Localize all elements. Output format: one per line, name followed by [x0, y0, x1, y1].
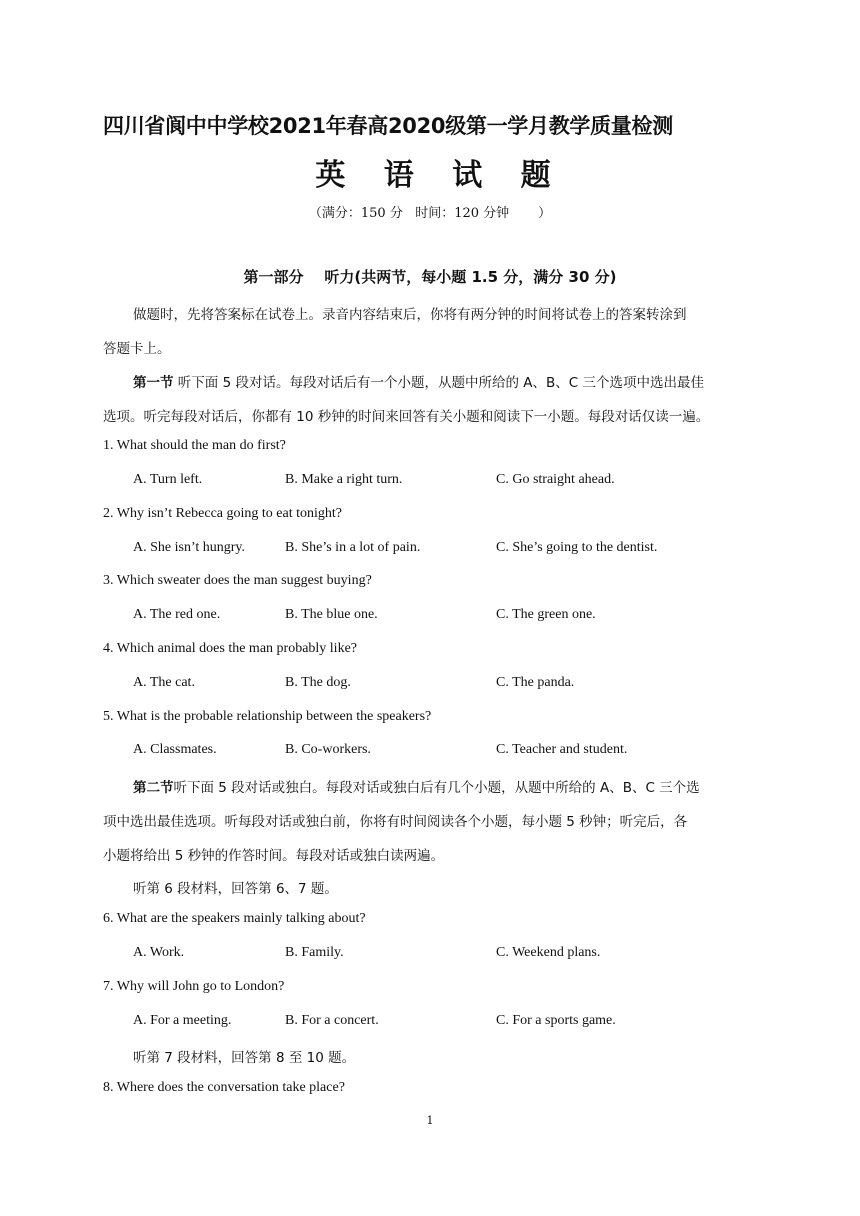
question-7-option-a: A. For a meeting. — [133, 1013, 232, 1028]
material-7-note: 听第 7 段材料，回答第 8 至 10 题。 — [133, 1050, 356, 1066]
section1-instructions — [133, 371, 704, 391]
question-1-option-a: A. Turn left. — [133, 472, 203, 487]
question-4: 4. Which animal does the man probably like? — [103, 641, 358, 656]
section1-text: 听下面 5 段对话。每段对话后有一个小题，从题中所给的 A、B、C 三个选项中选出最佳 — [173, 375, 704, 391]
section2-text: 听下面 5 段对话或独白。每段对话或独白后有几个小题，从题中所给的 A、B、C 三个选 — [173, 780, 700, 796]
question-2-option-a: A. She isn’t hungry. — [133, 540, 245, 555]
section2-lead: 第二节 — [133, 780, 174, 796]
school-title: 四川省阆中中学校2021年春高2020级第一学月教学质量检测 — [103, 114, 673, 138]
section2-instructions-cont2: 小题将给出 5 秒钟的作答时间。每段对话或独白读两遍。 — [103, 848, 445, 864]
question-6-option-a: A. Work. — [133, 945, 185, 960]
question-7: 7. Why will John go to London? — [103, 979, 285, 994]
section2-instructions — [133, 776, 700, 796]
question-3: 3. Which sweater does the man suggest buying? — [103, 573, 372, 588]
question-6-option-c: C. Weekend plans. — [496, 945, 601, 960]
intro-text: 做题时，先将答案标在试卷上。录音内容结束后，你将有两分钟的时间将试卷上的答案转涂到 — [133, 307, 687, 323]
question-4-option-b: B. The dog. — [285, 675, 351, 690]
question-8: 8. Where does the conversation take place? — [103, 1080, 345, 1095]
question-5-option-c: C. Teacher and student. — [496, 742, 628, 757]
section2-instructions-cont: 项中选出最佳选项。听每段对话或独白前，你将有时间阅读各个小题，每小题 5 秒钟；听完后，各 — [103, 814, 688, 830]
question-4-option-a: A. The cat. — [133, 675, 195, 690]
question-3-option-b: B. The blue one. — [285, 607, 378, 622]
subject-title: 英 语 试 题 — [315, 158, 565, 193]
question-2-option-c: C. She’s going to the dentist. — [496, 540, 658, 555]
question-3-option-c: C. The green one. — [496, 607, 596, 622]
page-number: 1 — [426, 1114, 434, 1127]
section1-instructions-cont: 选项。听完每段对话后，你都有 10 秒钟的时间来回答有关小题和阅读下一小题。每段对话仅读一遍。 — [103, 409, 710, 425]
question-3-option-a: A. The red one. — [133, 607, 221, 622]
question-2-option-b: B. She’s in a lot of pain. — [285, 540, 421, 555]
question-5-option-b: B. Co-workers. — [285, 742, 371, 757]
question-4-option-c: C. The panda. — [496, 675, 575, 690]
question-1-option-c: C. Go straight ahead. — [496, 472, 615, 487]
question-7-option-c: C. For a sports game. — [496, 1013, 616, 1028]
question-7-option-b: B. For a concert. — [285, 1013, 379, 1028]
question-1-option-b: B. Make a right turn. — [285, 472, 403, 487]
section1-lead: 第一节 — [133, 375, 174, 391]
question-1: 1. What should the man do first? — [103, 438, 286, 453]
question-6-option-b: B. Family. — [285, 945, 344, 960]
part-heading: 第一部分 听力(共两节，每小题 1.5 分，满分 30 分) — [243, 268, 617, 286]
material-6-note: 听第 6 段材料，回答第 6、7 题。 — [133, 881, 338, 897]
question-6: 6. What are the speakers mainly talking about? — [103, 911, 366, 926]
exam-info: （满分：150 分 时间：120 分钟 ） — [308, 206, 552, 221]
intro-text-cont: 答题卡上。 — [103, 341, 171, 357]
question-5-option-a: A. Classmates. — [133, 742, 217, 757]
question-2: 2. Why isn’t Rebecca going to eat tonight? — [103, 506, 342, 521]
question-5: 5. What is the probable relationship between the speakers? — [103, 709, 432, 724]
